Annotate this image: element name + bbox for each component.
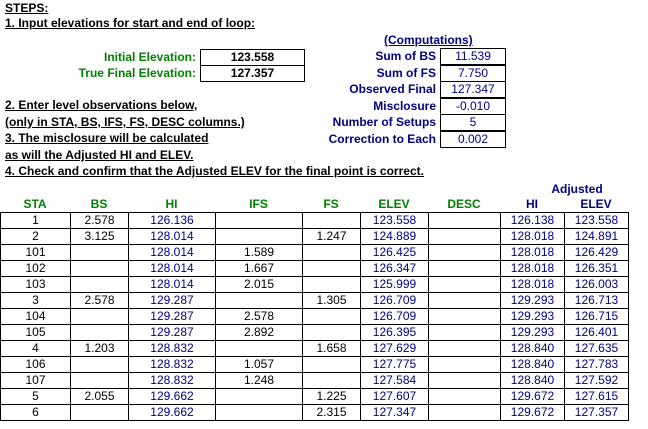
table-cell[interactable] xyxy=(303,245,361,261)
table-row xyxy=(1,341,629,357)
table-cell[interactable] xyxy=(216,229,303,245)
table-cell: 123.558 xyxy=(361,213,429,229)
table-cell[interactable] xyxy=(216,341,303,357)
table-cell: 126.136 xyxy=(129,213,216,229)
table-cell: 129.662 xyxy=(129,405,216,421)
table-cell: 124.891 xyxy=(565,229,629,245)
table-cell[interactable] xyxy=(429,389,501,405)
step-1-text: 1. Input elevations for start and end of loop: xyxy=(5,16,256,30)
table-cell: 127.775 xyxy=(361,357,429,373)
table-cell: 128.832 xyxy=(129,357,216,373)
step-2-note: (only in STA, BS, IFS, FS, DESC columns.) xyxy=(5,115,245,129)
computation-label: Observed Final xyxy=(349,82,436,96)
computation-label: Correction to Each xyxy=(328,131,436,146)
table-row xyxy=(1,389,629,405)
table-cell[interactable] xyxy=(71,325,129,341)
table-cell[interactable] xyxy=(71,373,129,389)
table-cell[interactable] xyxy=(429,229,501,245)
table-row xyxy=(1,309,629,325)
table-cell: 129.287 xyxy=(129,293,216,309)
table-cell[interactable] xyxy=(71,261,129,277)
table-cell: 129.287 xyxy=(129,325,216,341)
table-cell[interactable]: 1 xyxy=(1,213,71,229)
table-cell[interactable] xyxy=(429,373,501,389)
computation-value: 11.539 xyxy=(440,48,506,65)
table-cell: 128.840 xyxy=(501,341,565,357)
step-4-text: 4. Check and confirm that the Adjusted ELEV for the final point is correct. xyxy=(5,164,424,178)
table-cell[interactable]: 2.578 xyxy=(71,213,129,229)
table-cell: 128.840 xyxy=(501,373,565,389)
table-cell[interactable]: 1.203 xyxy=(71,341,129,357)
table-cell[interactable] xyxy=(303,357,361,373)
column-header: BS xyxy=(90,197,108,211)
table-cell[interactable] xyxy=(71,245,129,261)
table-cell[interactable] xyxy=(429,293,501,309)
table-cell[interactable] xyxy=(429,309,501,325)
table-cell[interactable] xyxy=(429,357,501,373)
table-cell: 126.709 xyxy=(361,309,429,325)
table-cell: 126.425 xyxy=(361,245,429,261)
table-cell[interactable]: 2.015 xyxy=(216,277,303,293)
column-header: FS xyxy=(323,197,339,211)
table-cell[interactable] xyxy=(429,213,501,229)
table-cell[interactable]: 3 xyxy=(1,293,71,309)
table-cell[interactable] xyxy=(303,277,361,293)
table-cell[interactable]: 1.305 xyxy=(303,293,361,309)
computation-label: Misclosure xyxy=(373,98,436,113)
table-cell[interactable]: 2 xyxy=(1,229,71,245)
table-cell[interactable]: 1.247 xyxy=(303,229,361,245)
table-cell[interactable]: 105 xyxy=(1,325,71,341)
column-header: IFS xyxy=(249,197,268,211)
column-header: DESC xyxy=(447,197,481,211)
table-cell: 126.003 xyxy=(565,277,629,293)
table-row xyxy=(1,325,629,341)
table-cell[interactable]: 4 xyxy=(1,341,71,357)
table-cell: 129.672 xyxy=(501,389,565,405)
table-row xyxy=(1,293,629,309)
table-row xyxy=(1,277,629,293)
table-cell[interactable]: 107 xyxy=(1,373,71,389)
table-row xyxy=(1,405,629,421)
table-cell: 127.357 xyxy=(565,405,629,421)
table-cell[interactable]: 103 xyxy=(1,277,71,293)
table-cell[interactable]: 1.658 xyxy=(303,341,361,357)
table-cell: 128.014 xyxy=(129,229,216,245)
table-cell[interactable] xyxy=(216,405,303,421)
computation-value: 0.002 xyxy=(440,131,506,148)
table-cell: 126.709 xyxy=(361,293,429,309)
table-cell[interactable] xyxy=(303,373,361,389)
table-cell[interactable]: 1.589 xyxy=(216,245,303,261)
table-cell: 124.889 xyxy=(361,229,429,245)
table-cell: 127.783 xyxy=(565,357,629,373)
table-cell[interactable] xyxy=(71,277,129,293)
table-cell: 126.351 xyxy=(565,261,629,277)
table-cell: 128.832 xyxy=(129,341,216,357)
table-cell[interactable] xyxy=(429,325,501,341)
table-cell[interactable]: 2.578 xyxy=(71,293,129,309)
table-cell[interactable] xyxy=(303,309,361,325)
table-cell: 129.662 xyxy=(129,389,216,405)
table-row xyxy=(1,357,629,373)
table-row xyxy=(1,245,629,261)
table-cell[interactable]: 1.248 xyxy=(216,373,303,389)
table-cell: 126.715 xyxy=(565,309,629,325)
table-cell[interactable]: 102 xyxy=(1,261,71,277)
true-final-elevation-label: True Final Elevation: xyxy=(78,66,196,80)
table-cell[interactable] xyxy=(303,213,361,229)
table-cell[interactable]: 2.578 xyxy=(216,309,303,325)
table-row xyxy=(1,261,629,277)
table-cell[interactable]: 1.225 xyxy=(303,389,361,405)
computation-value: 7.750 xyxy=(440,65,506,82)
computation-label: Sum of FS xyxy=(376,65,436,80)
table-cell: 127.347 xyxy=(361,405,429,421)
table-cell[interactable]: 1.057 xyxy=(216,357,303,373)
table-cell[interactable]: 101 xyxy=(1,245,71,261)
table-cell[interactable]: 6 xyxy=(1,405,71,421)
initial-elevation-input[interactable]: 123.558 xyxy=(200,49,305,66)
table-cell: 123.558 xyxy=(565,213,629,229)
table-cell: 127.592 xyxy=(565,373,629,389)
table-cell: 126.401 xyxy=(565,325,629,341)
column-header: HI xyxy=(526,197,538,211)
table-cell[interactable] xyxy=(216,213,303,229)
table-cell[interactable]: 2.055 xyxy=(71,389,129,405)
table-cell[interactable] xyxy=(429,341,501,357)
table-cell: 126.429 xyxy=(565,245,629,261)
table-cell: 126.395 xyxy=(361,325,429,341)
table-cell[interactable] xyxy=(216,389,303,405)
table-cell: 127.584 xyxy=(361,373,429,389)
table-cell[interactable] xyxy=(429,405,501,421)
steps-title: STEPS: xyxy=(5,1,49,15)
table-cell: 129.293 xyxy=(501,309,565,325)
table-cell: 127.607 xyxy=(361,389,429,405)
level-observations-table xyxy=(0,212,629,421)
table-cell[interactable] xyxy=(71,405,129,421)
table-cell[interactable]: 2.315 xyxy=(303,405,361,421)
table-cell[interactable]: 104 xyxy=(1,309,71,325)
table-cell: 128.832 xyxy=(129,373,216,389)
computation-label: Number of Setups xyxy=(332,115,436,129)
table-cell: 128.018 xyxy=(501,261,565,277)
table-cell[interactable]: 1.667 xyxy=(216,261,303,277)
table-cell[interactable]: 106 xyxy=(1,357,71,373)
step-3-note: as will the Adjusted HI and ELEV. xyxy=(5,148,194,162)
table-cell[interactable] xyxy=(71,309,129,325)
table-cell: 126.138 xyxy=(501,213,565,229)
computation-value: 5 xyxy=(440,114,506,131)
table-cell[interactable]: 3.125 xyxy=(71,229,129,245)
table-cell: 127.629 xyxy=(361,341,429,357)
table-cell: 128.018 xyxy=(501,277,565,293)
table-cell: 127.615 xyxy=(565,389,629,405)
table-cell: 128.014 xyxy=(129,261,216,277)
adjusted-header: Adjusted xyxy=(551,182,603,196)
table-cell: 128.018 xyxy=(501,229,565,245)
computations-title: (Computations) xyxy=(384,33,473,47)
computation-value: 127.347 xyxy=(440,81,506,98)
column-header: HI xyxy=(165,197,178,211)
step-3-text: 3. The misclosure will be calculated xyxy=(5,131,209,145)
table-cell[interactable] xyxy=(71,357,129,373)
table-cell: 128.018 xyxy=(501,245,565,261)
table-cell: 127.635 xyxy=(565,341,629,357)
column-header: ELEV xyxy=(378,197,410,211)
computation-value: -0.010 xyxy=(440,98,506,115)
table-cell: 128.014 xyxy=(129,245,216,261)
table-cell: 129.293 xyxy=(501,293,565,309)
initial-elevation-label: Initial Elevation: xyxy=(103,50,196,64)
table-cell[interactable] xyxy=(303,261,361,277)
step-2-text: 2. Enter level observations below, xyxy=(5,98,198,112)
table-cell: 126.347 xyxy=(361,261,429,277)
column-header: STA xyxy=(23,197,47,211)
table-row xyxy=(1,213,629,229)
table-cell[interactable] xyxy=(303,325,361,341)
table-cell[interactable] xyxy=(429,245,501,261)
table-cell[interactable] xyxy=(216,293,303,309)
column-header: ELEV xyxy=(580,197,612,211)
table-cell: 129.293 xyxy=(501,325,565,341)
table-cell[interactable]: 5 xyxy=(1,389,71,405)
table-cell: 129.287 xyxy=(129,309,216,325)
table-cell: 128.840 xyxy=(501,357,565,373)
table-cell: 128.014 xyxy=(129,277,216,293)
table-cell[interactable] xyxy=(429,277,501,293)
table-cell[interactable] xyxy=(429,261,501,277)
table-cell[interactable]: 2.892 xyxy=(216,325,303,341)
table-cell: 126.713 xyxy=(565,293,629,309)
table-cell: 129.672 xyxy=(501,405,565,421)
true-final-elevation-input[interactable]: 127.357 xyxy=(200,65,305,82)
table-cell: 125.999 xyxy=(361,277,429,293)
table-row xyxy=(1,373,629,389)
computation-label: Sum of BS xyxy=(375,49,436,63)
table-row xyxy=(1,229,629,245)
